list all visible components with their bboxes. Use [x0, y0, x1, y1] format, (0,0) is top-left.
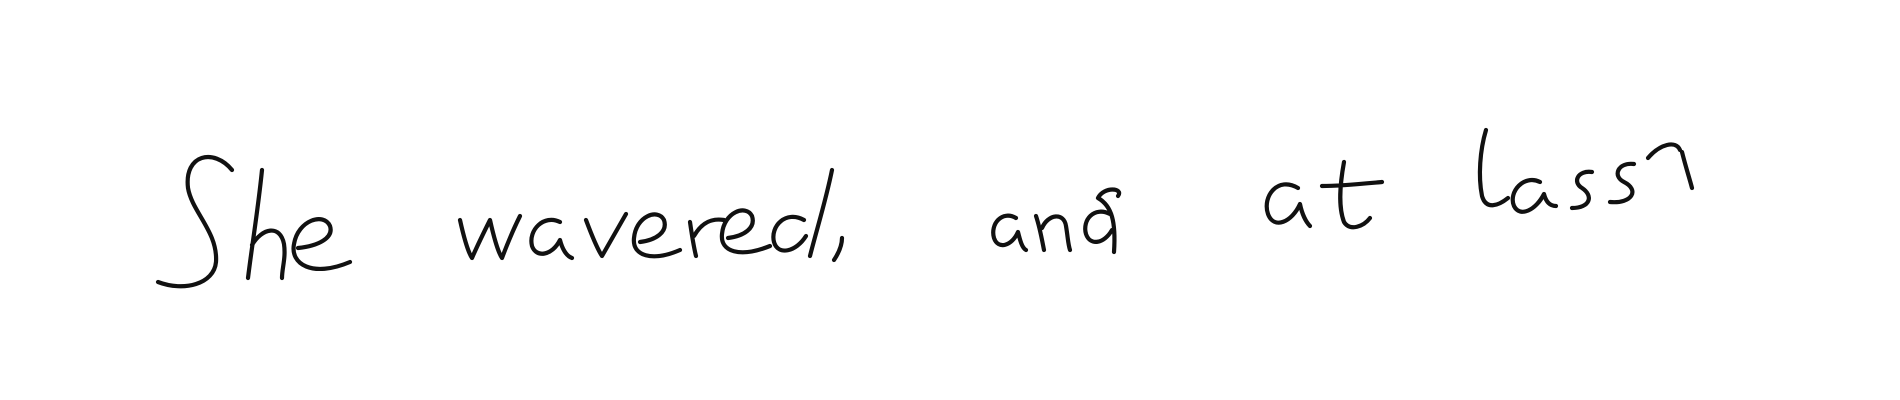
stroke-a3 — [1267, 184, 1310, 226]
stroke-s2 — [1610, 144, 1692, 202]
stroke-d2 — [1085, 190, 1119, 253]
stroke-t — [1322, 162, 1382, 227]
stroke-s1 — [1572, 172, 1592, 208]
stroke-l — [1480, 130, 1508, 205]
stroke-n — [1036, 216, 1070, 250]
stroke-a2 — [993, 216, 1026, 250]
stroke-r — [690, 220, 724, 256]
stroke-d — [773, 170, 832, 256]
stroke-w — [460, 216, 520, 258]
stroke-h — [248, 170, 285, 278]
stroke-comma — [834, 238, 842, 260]
stroke-e3 — [722, 210, 770, 252]
stroke-e — [294, 219, 350, 269]
stroke-v — [586, 214, 626, 256]
stroke-S — [158, 157, 232, 286]
stroke-a4 — [1513, 180, 1556, 212]
stroke-a1 — [531, 220, 572, 258]
stroke-e2 — [634, 214, 680, 256]
